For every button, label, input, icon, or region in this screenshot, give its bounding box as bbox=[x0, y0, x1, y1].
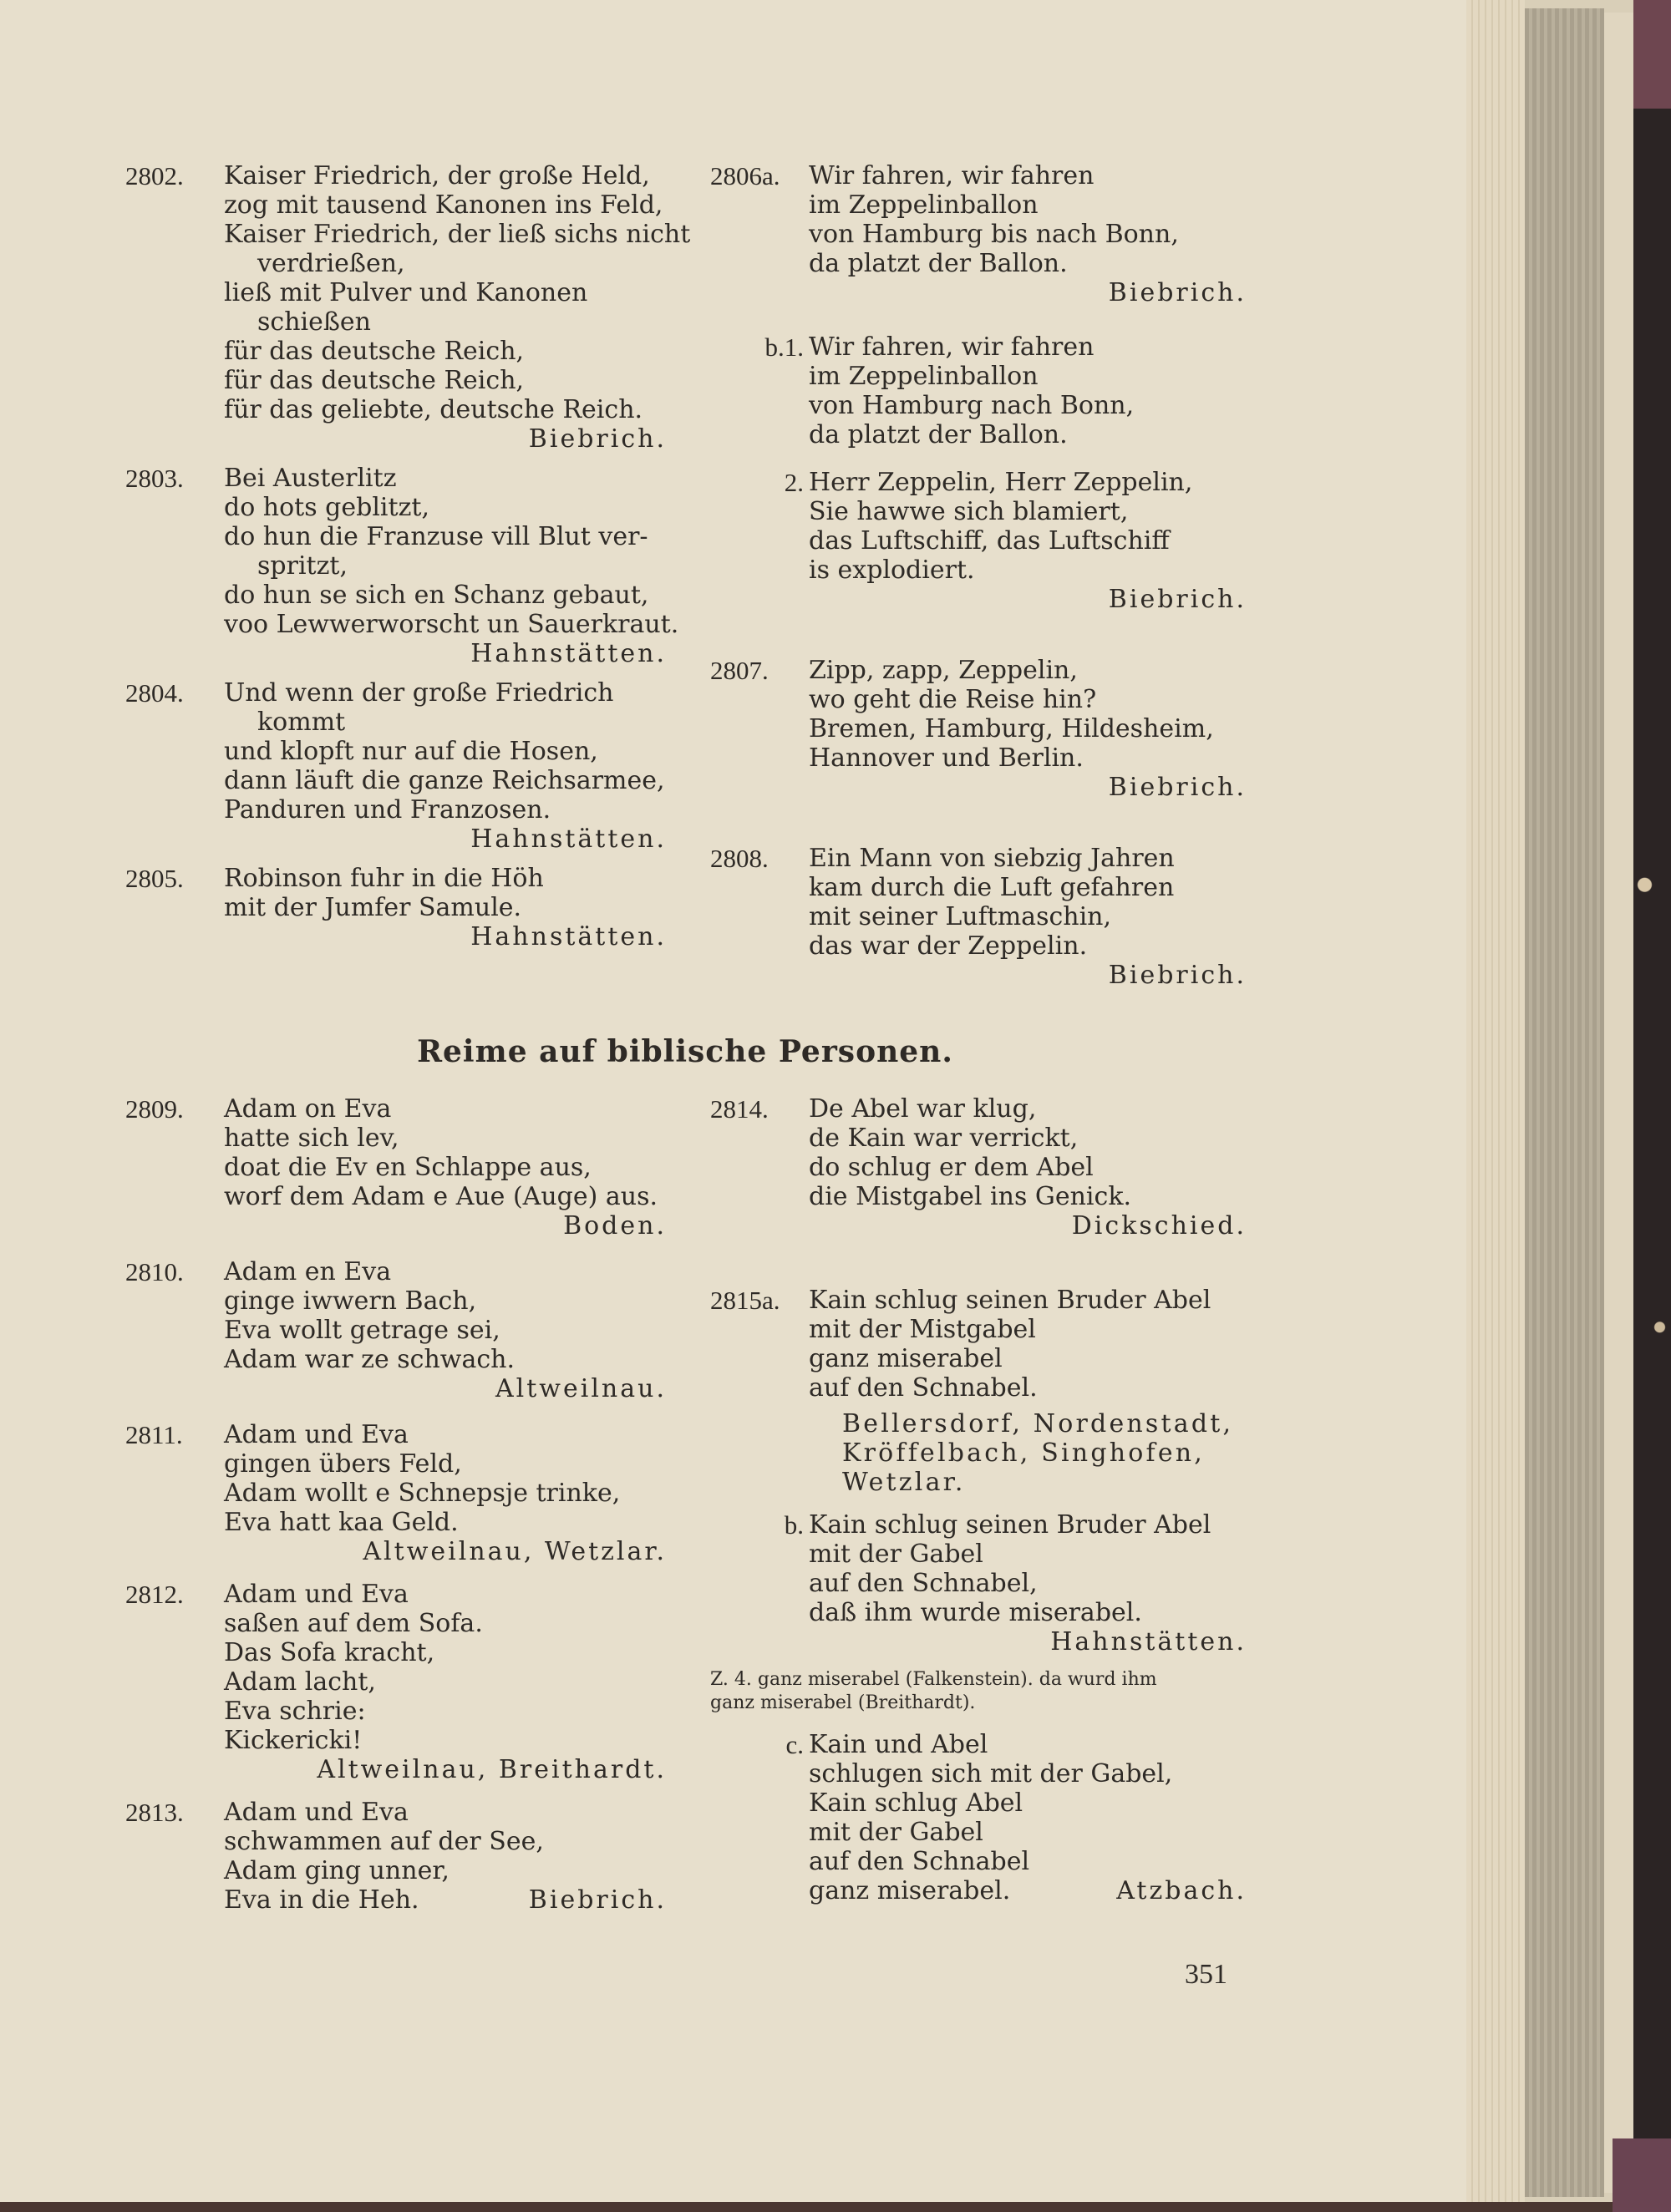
place-name: Hahnstätten. bbox=[1050, 1627, 1247, 1656]
rhyme-lines bbox=[809, 656, 1247, 802]
verse-line: Eva schrie: bbox=[224, 1697, 366, 1726]
verse-line: Kickericki! bbox=[224, 1726, 363, 1755]
verse-line: Bremen, Hamburg, Hildesheim, bbox=[809, 714, 1214, 743]
verse-line: wo geht die Reise hin? bbox=[809, 685, 1097, 714]
rhyme-lines bbox=[224, 864, 667, 951]
rhyme-lines bbox=[224, 161, 691, 454]
verse-line: schlugen sich mit der Gabel, bbox=[809, 1759, 1173, 1788]
verse-line: Zipp, zapp, Zeppelin, bbox=[809, 656, 1078, 685]
rhyme-lines bbox=[809, 332, 1247, 449]
verse-line: de Kain war verrickt, bbox=[809, 1124, 1079, 1153]
verse-line: verdrießen, bbox=[257, 249, 405, 278]
rhyme-lines bbox=[809, 1094, 1247, 1240]
verse-line: Robinson fuhr in die Höh bbox=[224, 864, 544, 893]
rhyme-entry bbox=[125, 678, 667, 854]
verse-line: Adam war ze schwach. bbox=[224, 1345, 516, 1374]
entry-number: 2814. bbox=[710, 1094, 769, 1124]
place-name: Biebrich. bbox=[1108, 278, 1247, 307]
entry-number: 2806a. bbox=[710, 161, 780, 190]
verse-line: Adam en Eva bbox=[224, 1257, 392, 1286]
verse-line: auf den Schnabel. bbox=[809, 1373, 1038, 1403]
rhyme-entry bbox=[710, 161, 1247, 307]
verse-line: Sie hawwe sich blamiert, bbox=[809, 497, 1129, 526]
rhyme-entry bbox=[125, 161, 691, 454]
marbled-cover bbox=[1633, 0, 1671, 2212]
page-block-edge bbox=[1525, 8, 1604, 2197]
section-heading: Reime auf biblische Personen. bbox=[417, 1034, 953, 1069]
rhyme-lines bbox=[224, 1420, 667, 1566]
place-name: Hahnstätten. bbox=[470, 922, 667, 951]
rhyme-lines bbox=[224, 678, 667, 854]
rhyme-entry bbox=[710, 656, 1247, 802]
place-name: Altweilnau, Wetzlar. bbox=[363, 1537, 667, 1566]
verse-line: Ein Mann von siebzig Jahren bbox=[809, 844, 1175, 873]
rhyme-entry bbox=[125, 1094, 667, 1240]
rhyme-entry bbox=[710, 844, 1247, 990]
verse-line: Panduren und Franzosen. bbox=[224, 795, 551, 824]
rhyme-entry bbox=[125, 464, 679, 668]
entry-number: 2810. bbox=[125, 1257, 184, 1286]
verse-line: Adam und Eva bbox=[224, 1798, 409, 1827]
place-name: Hahnstätten. bbox=[470, 824, 667, 854]
entry-number: 2813. bbox=[125, 1798, 184, 1827]
verse-line: ließ mit Pulver und Kanonen bbox=[224, 278, 588, 307]
entry-number: 2803. bbox=[125, 464, 184, 493]
rhyme-entry bbox=[710, 332, 1247, 449]
verse-line: Wir fahren, wir fahren bbox=[809, 161, 1095, 190]
place-name: Wetzlar. bbox=[842, 1468, 966, 1497]
verse-line: Eva hatt kaa Geld. bbox=[224, 1508, 459, 1537]
verse-line: mit der Gabel bbox=[809, 1818, 983, 1847]
place-name: Biebrich. bbox=[1108, 773, 1247, 802]
verse-line: is explodiert. bbox=[809, 556, 975, 585]
entry-number: 2804. bbox=[125, 678, 184, 708]
rhyme-entry bbox=[125, 864, 667, 951]
verse-line: für das geliebte, deutsche Reich. bbox=[224, 395, 643, 424]
verse-line: voo Lewwerworscht un Sauerkraut. bbox=[224, 610, 679, 639]
verse-line bbox=[809, 1876, 1247, 1905]
verse-line: da platzt der Ballon. bbox=[809, 420, 1068, 449]
right-column-bottom bbox=[710, 1094, 1247, 1905]
place-name: Biebrich. bbox=[528, 424, 667, 454]
verse-line: Kaiser Friedrich, der große Held, bbox=[224, 161, 650, 190]
rhyme-entry bbox=[125, 1420, 667, 1566]
verse-line: das war der Zeppelin. bbox=[809, 931, 1088, 961]
place-name: Altweilnau. bbox=[495, 1374, 667, 1403]
verse-line: von Hamburg nach Bonn, bbox=[809, 391, 1135, 420]
left-column-bottom bbox=[125, 1094, 667, 1915]
verse-line: doat die Ev en Schlappe aus, bbox=[224, 1153, 592, 1182]
entry-number: 2811. bbox=[125, 1420, 183, 1449]
verse-line: Kain schlug seinen Bruder Abel bbox=[809, 1286, 1211, 1315]
note-line: ganz miserabel (Breithardt). bbox=[710, 1692, 976, 1713]
verse-line: für das deutsche Reich, bbox=[224, 337, 525, 366]
place-name: Hahnstätten. bbox=[470, 639, 667, 668]
verse-line: ginge iwwern Bach, bbox=[224, 1286, 477, 1316]
entry-number: 2815a. bbox=[710, 1286, 780, 1315]
rhyme-entry bbox=[710, 1286, 1247, 1497]
verse-line: saßen auf dem Sofa. bbox=[224, 1609, 483, 1638]
verse-line: für das deutsche Reich, bbox=[224, 366, 525, 395]
place-name: Dickschied. bbox=[1071, 1211, 1247, 1240]
verse-line: kommt bbox=[257, 708, 346, 737]
verse-line: worf dem Adam e Aue (Auge) aus. bbox=[224, 1182, 658, 1211]
verse-line: mit seiner Luftmaschin, bbox=[809, 902, 1112, 931]
variant-note bbox=[710, 1668, 1247, 1715]
rhyme-lines bbox=[809, 1510, 1247, 1656]
verse-line: im Zeppelinballon bbox=[809, 190, 1039, 220]
verse-line: mit der Mistgabel bbox=[809, 1315, 1036, 1344]
verse-line: Adam on Eva bbox=[224, 1094, 392, 1124]
verse-line: kam durch die Luft gefahren bbox=[809, 873, 1175, 902]
entry-number: 2807. bbox=[710, 656, 769, 685]
rhyme-entry bbox=[710, 1510, 1247, 1656]
cloth-corner-bottom bbox=[1613, 2138, 1671, 2212]
verse-line: Adam und Eva bbox=[224, 1420, 409, 1449]
verse-line bbox=[224, 1885, 667, 1915]
place-list bbox=[809, 1409, 1247, 1497]
verse-line: mit der Gabel bbox=[809, 1540, 983, 1569]
verse-line: do schlug er dem Abel bbox=[809, 1153, 1094, 1182]
verse-line: Kaiser Friedrich, der ließ sichs nicht bbox=[224, 220, 691, 249]
verse-line: Adam wollt e Schnepsje trinke, bbox=[224, 1479, 621, 1508]
verse-line: schießen bbox=[257, 307, 371, 337]
place-name: Boden. bbox=[563, 1211, 667, 1240]
verse-line: hatte sich lev, bbox=[224, 1124, 399, 1153]
rhyme-lines bbox=[224, 1257, 667, 1403]
rhyme-lines bbox=[224, 1798, 667, 1915]
place-name: Biebrich. bbox=[1108, 961, 1247, 990]
verse-line: do hun se sich en Schanz gebaut, bbox=[224, 581, 649, 610]
endpaper-edge bbox=[1604, 13, 1633, 2193]
rhyme-lines bbox=[809, 1730, 1247, 1905]
place-name: Altweilnau, Breithardt. bbox=[317, 1755, 667, 1784]
verse-line: auf den Schnabel bbox=[809, 1847, 1030, 1876]
verse-line: mit der Jumfer Samule. bbox=[224, 893, 522, 922]
verse-line: do hun die Franzuse vill Blut ver- bbox=[224, 522, 648, 551]
place-name: Biebrich. bbox=[528, 1885, 667, 1915]
rhyme-entry bbox=[710, 468, 1247, 614]
verse-text: Eva in die Heh. bbox=[224, 1885, 419, 1915]
verse-line: Kain schlug Abel bbox=[809, 1788, 1023, 1818]
verse-line: Das Sofa kracht, bbox=[224, 1638, 435, 1667]
verse-text: ganz miserabel. bbox=[809, 1876, 1011, 1905]
rhyme-lines bbox=[224, 1094, 667, 1240]
rhyme-entry bbox=[125, 1580, 667, 1784]
verse-line: spritzt, bbox=[257, 551, 348, 581]
verse-line: Adam lacht, bbox=[224, 1667, 376, 1697]
cover-bottom-edge bbox=[0, 2202, 1613, 2212]
rhyme-lines bbox=[809, 468, 1247, 614]
entry-number: 2809. bbox=[125, 1094, 184, 1124]
verse-line: Kain und Abel bbox=[809, 1730, 988, 1759]
entry-number: b. bbox=[784, 1510, 804, 1540]
verse-line: auf den Schnabel, bbox=[809, 1569, 1038, 1598]
page-stack-edge bbox=[1466, 0, 1525, 2212]
rhyme-lines bbox=[809, 1286, 1247, 1497]
verse-line: do hots geblitzt, bbox=[224, 493, 429, 522]
right-column-top bbox=[710, 161, 1247, 990]
verse-line: Adam und Eva bbox=[224, 1580, 409, 1609]
verse-line: dann läuft die ganze Reichsarmee, bbox=[224, 766, 665, 795]
verse-line: Und wenn der große Friedrich bbox=[224, 678, 614, 708]
verse-line: zog mit tausend Kanonen ins Feld, bbox=[224, 190, 663, 220]
verse-line: Adam ging unner, bbox=[224, 1856, 449, 1885]
page-number: 351 bbox=[1185, 1959, 1227, 1990]
rhyme-lines bbox=[809, 161, 1247, 307]
verse-line: De Abel war klug, bbox=[809, 1094, 1037, 1124]
verse-line: Wir fahren, wir fahren bbox=[809, 332, 1095, 362]
verse-line: Herr Zeppelin, Herr Zeppelin, bbox=[809, 468, 1193, 497]
verse-line: das Luftschiff, das Luftschiff bbox=[809, 526, 1170, 556]
place-name: Atzbach. bbox=[1116, 1876, 1247, 1905]
entry-number: 2805. bbox=[125, 864, 184, 893]
verse-line: im Zeppelinballon bbox=[809, 362, 1039, 391]
entry-number: 2812. bbox=[125, 1580, 184, 1609]
verse-line: gingen übers Feld, bbox=[224, 1449, 462, 1479]
entry-number: b.1. bbox=[764, 332, 804, 362]
entry-number: 2802. bbox=[125, 161, 184, 190]
verse-line: und klopft nur auf die Hosen, bbox=[224, 737, 598, 766]
rhyme-entry bbox=[710, 1730, 1247, 1905]
rhyme-entry bbox=[125, 1798, 667, 1915]
verse-line: von Hamburg bis nach Bonn, bbox=[809, 220, 1179, 249]
rhyme-entry bbox=[710, 1094, 1247, 1240]
place-name: Bellersdorf, Nordenstadt, bbox=[842, 1409, 1234, 1438]
verse-line: Eva wollt getrage sei, bbox=[224, 1316, 500, 1345]
rhyme-lines bbox=[809, 844, 1247, 990]
entry-number: 2808. bbox=[710, 844, 769, 873]
rhyme-lines bbox=[224, 464, 679, 668]
verse-line: daß ihm wurde miserabel. bbox=[809, 1598, 1142, 1627]
verse-line: Kain schlug seinen Bruder Abel bbox=[809, 1510, 1211, 1540]
verse-line: Hannover und Berlin. bbox=[809, 743, 1084, 773]
place-name: Biebrich. bbox=[1108, 585, 1247, 614]
verse-line: Bei Austerlitz bbox=[224, 464, 397, 493]
left-column-top bbox=[125, 161, 691, 951]
verse-line: die Mistgabel ins Genick. bbox=[809, 1182, 1132, 1211]
place-name: Kröffelbach, Singhofen, bbox=[842, 1438, 1206, 1468]
entry-number: c. bbox=[785, 1730, 804, 1759]
rhyme-entry bbox=[125, 1257, 667, 1403]
verse-line: schwammen auf der See, bbox=[224, 1827, 544, 1856]
verse-line: ganz miserabel bbox=[809, 1344, 1003, 1373]
cloth-corner-top bbox=[1633, 0, 1671, 109]
entry-number: 2. bbox=[784, 468, 804, 497]
rhyme-lines bbox=[224, 1580, 667, 1784]
verse-line: da platzt der Ballon. bbox=[809, 249, 1068, 278]
note-line: Z. 4. ganz miserabel (Falkenstein). da wurd ihm bbox=[710, 1669, 1157, 1690]
